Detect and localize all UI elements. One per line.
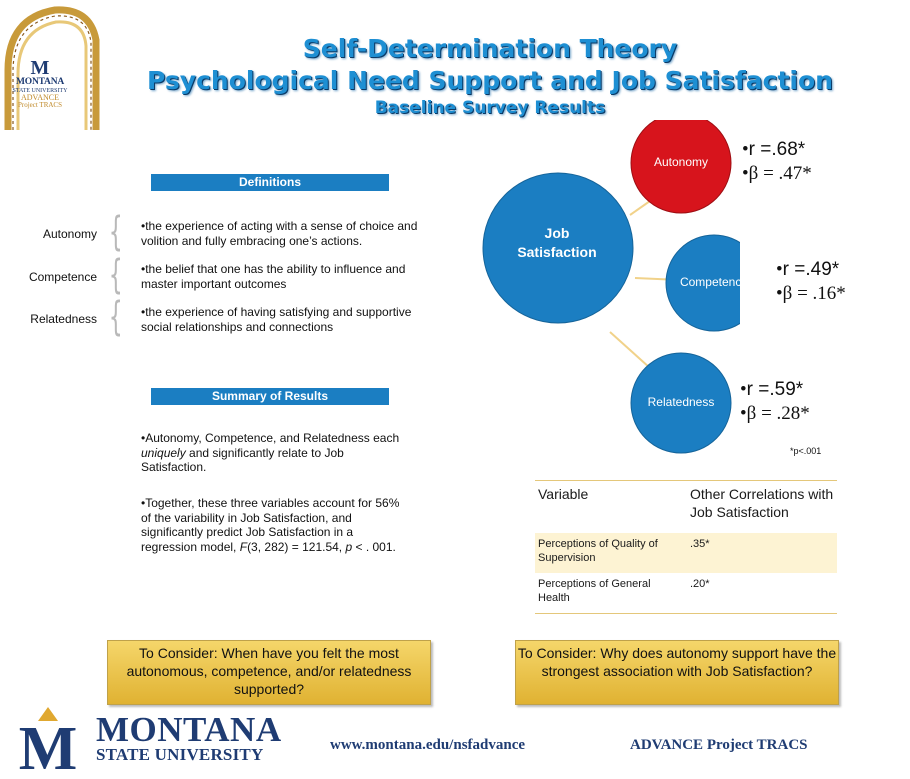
relatedness-r: r =.59*	[746, 379, 804, 400]
table-cell-value: .20*	[687, 573, 837, 614]
need-support-diagram	[480, 120, 740, 460]
table-header-correlations: Other Correlations with Job Satisfaction	[687, 481, 837, 534]
summary-point-1-text-b: and significantly relate to Job Satisfaction.	[141, 445, 344, 474]
brace-icon: {	[108, 252, 123, 298]
relatedness-beta: β = .28*	[746, 402, 810, 424]
definition-competence: •the belief that one has the ability to influence and master important outcomes	[141, 262, 406, 291]
summary-point-2-text-b: (3, 282) = 121.54,	[247, 539, 346, 554]
other-correlations-table	[535, 480, 837, 614]
summary-point-2-p: p	[345, 539, 353, 554]
msu-m-icon: M	[30, 57, 50, 79]
brace-icon: {	[108, 209, 123, 255]
autonomy-node-label: Autonomy	[653, 155, 709, 169]
footer-project: ADVANCE Project TRACS	[630, 737, 808, 753]
logo-text-project-tracs: Project TRACS	[17, 100, 62, 109]
logo-text-advance: ADVANCE	[20, 92, 60, 102]
table-row	[535, 573, 837, 614]
table-row	[535, 533, 837, 573]
brace-icon: {	[108, 294, 123, 340]
table-header-row	[535, 481, 837, 534]
consider-box-left: To Consider: When have you felt the most autonomous, competence, and/or relatedness supported?	[107, 640, 431, 705]
term-competence: Competence	[28, 270, 97, 284]
definitions-header: Definitions	[151, 174, 389, 191]
term-autonomy: Autonomy	[42, 227, 97, 241]
table-cell-variable: Perceptions of Quality of Supervision	[535, 533, 687, 573]
footer-brand-montana: MONTANA	[96, 710, 282, 749]
job-satisfaction-line2: Satisfaction	[517, 244, 597, 260]
summary-point-1-emphasis: uniquely	[141, 445, 186, 460]
table-cell-variable: Perceptions of General Health	[535, 573, 687, 614]
subsub-title: Baseline Survey Results	[374, 98, 606, 118]
term-relatedness: Relatedness	[30, 312, 97, 326]
competence-r: r =.49*	[782, 259, 840, 280]
msu-m-logo-icon	[16, 705, 80, 773]
summary-point-2-f: F	[239, 539, 248, 554]
competence-stats: •r =.49* •β = .16*	[776, 259, 846, 304]
definition-relatedness: •the experience of having satisfying and supportive social relationships and connections	[141, 305, 412, 334]
main-title: Self-Determination Theory	[302, 34, 678, 63]
summary-header: Summary of Results	[151, 388, 389, 405]
msu-logo-small	[2, 58, 78, 109]
summary-point-2-text-a: •Together, these three variables account for 56% of the variability in Job Satisfaction, and significantly predict Job Satisfaction in a regression model,	[141, 496, 400, 554]
connector-relatedness	[610, 332, 650, 368]
autonomy-beta: β = .47*	[748, 162, 812, 184]
definition-autonomy: •the experience of acting with a sense of choice and volition and fully embracing one’s actions.	[141, 219, 418, 248]
job-satisfaction-line1: Job	[544, 225, 570, 241]
autonomy-stats: •r =.68* •β = .47*	[742, 139, 812, 184]
table-cell-value: .35*	[687, 533, 837, 573]
job-satisfaction-label	[507, 224, 607, 262]
relatedness-node-label: Relatedness	[647, 395, 715, 409]
table-header-variable: Variable	[535, 481, 687, 534]
logo-text-state-university: STATE UNIVERSITY	[12, 87, 68, 94]
summary-point-1	[141, 431, 406, 475]
autonomy-r: r =.68*	[748, 139, 806, 160]
significance-note: *p<.001	[790, 446, 822, 456]
svg-text:M: M	[18, 715, 78, 773]
competence-beta: β = .16*	[782, 282, 846, 304]
footer-url: www.montana.edu/nsfadvance	[330, 737, 526, 753]
summary-point-1-text-a: •Autonomy, Competence, and Relatedness each	[141, 431, 400, 445]
footer-brand-state-university: STATE UNIVERSITY	[96, 745, 264, 764]
logo-text-montana: MONTANA	[15, 77, 65, 87]
consider-box-right: To Consider: Why does autonomy support have the strongest association with Job Satisfaction?	[515, 640, 839, 705]
summary-point-2-text-c: < . 001.	[352, 539, 396, 554]
relatedness-stats: •r =.59* •β = .28*	[740, 379, 810, 424]
competence-node-label: Competence	[679, 275, 749, 289]
sub-title: Psychological Need Support and Job Satisfaction	[147, 66, 833, 95]
summary-point-2	[141, 496, 406, 554]
